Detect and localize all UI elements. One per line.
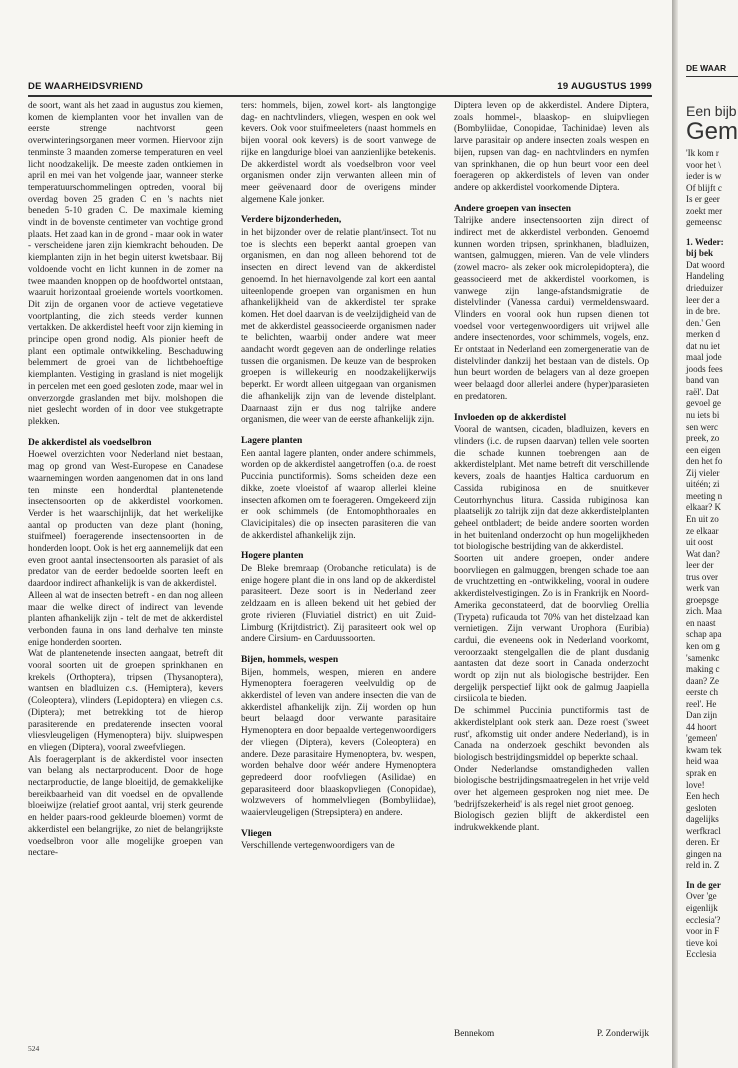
adjacent-header-rule [686,76,738,77]
header-rule [28,95,652,97]
paragraph: Wat de plantenetende insecten aangaat, betreft dit vooral soorten uit de groepen sprinkhanen en krekels (Orthoptera), tripsen (Thysanoptera), wantsen en bladluizen c.s. (Hemiptera), kevers (Coleoptera), vlinders (Lepidoptera) en vliegen c.s. (Diptera); met betrekking tot de hierop parasiterende en predaterende insecten vooral vliesvleugeligen (Hymenoptera) bijv. sluipwespen en vliegen (Diptera), vooral zweefvliegen. [28,649,223,753]
text-line: tieve koi [686,937,718,948]
paragraph: Biologisch gezien blijft de akkerdistel een indrukwekkende plant. [454,811,649,834]
text-line: band van [686,375,720,386]
paragraph: Talrijke andere insectensoorten zijn direct of indirect met de akkerdistel verbonden. Genoemd kunnen worden tripsen, sprinkhanen, bladluizen, wantsen, galmuggen, mieren. Van de vele vlinders (zowel macro- als zeker ook microlepidoptera), die geassocieerd met de akkerdistel voorkomen, is vanwege zijn lange-afstandsmigratie de distelvlinder (Vanessa cardui) vermeldenswaard. Vlinders en vooral ook hun rupsen dienen tot voedsel voor vertegenwoordigers uit vrijwel alle andere insectenordes, voor schimmels, vogels, enz. Er ontstaat in Nederland een zomergeneratie van de distelvlinder dankzij het bestaan van de distels. Op hun beurt worden de belagers van al deze groepen weer belaagd door allerlei andere (hyper)parasieten en predatoren. [454,216,649,402]
text-line: kwam tek [686,744,722,755]
text-line: den het fo [686,456,723,467]
text-line: In de ger [686,879,721,890]
paragraph: Onder Nederlandse omstandigheden vallen biologische bestrijdingsmaatregelen in het vrije veld over het algemeen gesproken nog niet mee. De 'bedrijfszekerheid' is als regel niet groot genoeg. [454,764,649,810]
paragraph: Vooral de wantsen, cicaden, bladluizen, kevers en vlinders (i.c. de rupsen daarvan) tellen vele soorten die schade kunnen toebrengen aan de akkerdistelplant. Met name betreft dit verschillende kevers, zoals de haantjes Haltica carduorum en Cassida rubiginosa en de snuitkever Ceutorrhynchus litura. Cassida rubiginosa kan plaatselijk zo talrijk zijn dat deze akkerdistelplanten geheel ontbladert; de beide andere soorten worden in het buitenland onderzocht op hun mogelijkheden tot biologische bestrijding van de akkerdistel. [454,425,649,553]
line-gap [686,229,738,237]
section-heading: Hogere planten [241,551,304,562]
text-line: uit oost [686,537,714,548]
text-line: reld in. Z [686,860,720,871]
text-line: Wat dan? [686,548,720,559]
paragraph: De Bleke bremraap (Orobanche reticulata) is de enige hogere plant die in ons land op de akkerdistel parasiteert. Deze soort is in Nederland zeer zeldzaam en is alleen bekend uit het gebied der grote rivieren (Fluviatiel district) en uit Zuid-Limburg (Krijtdistrict). Zij parasiteert ook wel op andere Cirsium- en Carduussoorten. [241,564,436,645]
text-line: dagelijks [686,814,719,825]
text-line: Dan zijn [686,710,718,721]
paragraph: ters: hommels, bijen, zowel kort- als langtongige dag- en nachtvlinders, vliegen, wespen en ook wel kevers. Ook voor stuifmeeleters (naast hommels en bijen vooral ook kevers) is de soort vanwege de rijke en langdurige bloei van aanzienlijke betekenis. De akkerdistel wordt als voedselbron voor veel organismen onder zijn verwanten alleen min of meer geëvenaard door de overigens minder algemene Kale jonker. [241,101,436,205]
text-line: eerste ch [686,687,719,698]
text-line: bij bek [686,248,714,259]
page-header [28,81,652,95]
text-line: Over 'ge [686,891,717,902]
text-line: Zij vieler [686,467,720,478]
text-line: eigenlijk [686,903,718,913]
text-line: Of blijft c [686,182,722,193]
text-line: 'samenkc [686,652,720,663]
text-line: trus over [686,571,719,582]
text-line: ieder is w [686,171,722,182]
text-line: den.' Gen [686,317,721,328]
paragraph: Bijen, hommels, wespen, mieren en andere Hymenoptera foerageren veelvuldig op de akkerdistel of leven van andere insecten die van de akkerdistel afhankelijk zijn. Zij worden op hun beurt belaagd door verwante parasitaire Hymenoptera en door bepaalde vertegenwoordigers der vliegen (Diptera), kevers (Coleoptera) en andere. Deze parasitaire Hymenoptera, bv. wespen, worden behalve door wéér andere Hymenoptera gepredeerd door roofvliegen (Asilidae) en geparasiteerd door blaaskopvliegen (Conopidae), wolzwevers of hommelvliegen (Bombyliidae), waaiervleugeligen (Strepsiptera) en andere. [241,667,436,819]
text-line: werk van [686,583,720,594]
text-line: 44 hoort [686,721,717,732]
adjacent-page [678,0,738,1068]
adjacent-page-header: DE WAAR [686,63,727,73]
adjacent-article-title: Gem [686,118,738,145]
section-heading: Vliegen [241,828,272,839]
text-line: heid waa [686,756,719,767]
line-gap [686,872,738,880]
publication-date: 19 AUGUSTUS 1999 [557,81,652,92]
text-line: gemeensc [686,217,722,228]
text-line: voor in F [686,926,720,937]
article-column-3 [454,101,649,1016]
text-line: En uit zo [686,513,719,524]
text-line: in de bre. [686,306,721,317]
text-line: reel'. He [686,698,717,709]
paragraph: Soorten uit andere groepen, onder andere boorvliegen en galmuggen, brengen schade toe aan de vruchtzetting en -ontwikkeling, vooral in oudere akkerdistelvestigingen. Zo is in Frankrijk en Noord-Amerika geconstateerd, dat de boorvlieg Orellia (Trypeta) ruficauda tot 70% van het distelzaad kan vernietigen. Zijn verwant Urophora (Euribia) cardui, die eveneens ook in Nederland voorkomt, veroorzaakt stengelgallen die de plant dusdanig aantasten dat deze soort in Canada onderzocht wordt op zijn nut als biologische bestrijder. Een dergelijk perspectief lijkt ook de galmug Jaapiella cirsiicola te bieden. [454,554,649,705]
page-number: 524 [28,1044,40,1053]
paragraph: De schimmel Puccinia punctiformis tast de akkerdistelplant ook sterk aan. Deze roest ('sweet rust', afkomstig uit onder andere Nederland), is in Canada na onderzoek geschikt bevonden als biologisch bestrijdingsmiddel op beperkte schaal. [454,706,649,763]
text-line: Handeling [686,271,724,282]
text-line: love! [686,779,705,790]
article-column-2 [241,101,436,1016]
text-line: voor het \ [686,159,721,170]
paragraph: Diptera leven op de akkerdistel. Andere Diptera, zoals hommel-, blaaskop- en sluipvliegen (Bombyliidae, Conopidae, Tachinidae) leven als larve parasitair op andere insecten zoals wespen en bijen, rupsen van dag- en nachtvlinders en nymfen van sprinkhanen, die op hun beurt voor een deel foerageren op akkerdistels of leven van onder andere op akkerdistel voorkomende Diptera. [454,101,649,193]
text-line: schap apa [686,629,722,640]
paragraph: Alleen al wat de insecten betreft - en dan nog alleen maar die welke direct of indirect van levende planten afhankelijk zijn - telt de met de akkerdistel verbonden fauna in ons land derhalve ten minste enige honderden soorten. [28,590,223,648]
paragraph: in het bijzonder over de relatie plant/insect. Tot nu toe is slechts een beperkt aantal groepen van organismen, en dan nog alleen behorend tot de insecten en direct levend van de akkerdistel genoemd. In het hiernavolgende zal kort een aantal uiteenlopende groepen van organismen en hun afhankelijkheid van de akkerdistel ter sprake komen. Het doel daarvan is de veelzijdigheid van de met de akkerdistel geassocieerde organismen nader te belichten, waarbij onder andere wat meer aandacht wordt gegeven aan de onderlinge relaties tussen die organismen. De keuze van de besproken groepen is willekeurig en noodzakelijkerwijs beperkt. Er wordt alleen uitgegaan van organismen die afhankelijk zijn van de levende distelplant. Daarnaast zijn er dus nog talrijke andere organismen, die weer van de eerste afhankelijk zijn. [241,228,436,426]
text-line: meeting n [686,490,723,501]
text-line: ze elkaar [686,525,719,536]
text-line: gevoel ge [686,398,722,409]
text-line: leer der [686,560,714,571]
text-line: een eigen [686,444,721,455]
text-line: raël'. Dat [686,386,719,397]
article-signature [454,1029,649,1041]
paragraph: Verschillende vertegenwoordigers van de [241,841,395,852]
text-line: dat nu iet [686,340,720,351]
text-line: werfkracl [686,825,721,836]
text-line: preek, zo [686,433,720,444]
text-line: groepsge [686,594,719,605]
signature-author: P. Zonderwijk [596,1029,649,1039]
text-line: 'gemeen' [686,733,718,744]
signature-place: Bennekom [454,1029,495,1039]
text-line: gingen na [686,848,722,859]
text-line: ecclesia'? [686,914,721,925]
text-line: en naast [686,617,716,628]
text-line: maal jode [686,352,722,363]
text-line: 'Ik kom r [686,148,719,158]
adjacent-article-kicker: Een bijb [686,103,737,119]
publication-name: DE WAARHEIDSVRIEND [28,81,144,92]
text-line: elkaar? K [686,502,722,513]
text-line: zich. Maa [686,606,722,617]
section-heading: Invloeden op de akkerdistel [454,412,567,423]
text-line: uitéén; zi [686,479,720,490]
text-line: joods fees [686,363,723,374]
section-heading: De akkerdistel als voedselbron [28,437,152,448]
adjacent-article-text [686,148,738,961]
section-heading: Lagere planten [241,435,303,446]
section-heading: Bijen, hommels, wespen [241,654,339,665]
article-column-1 [28,101,223,1016]
paragraph: Hoewel overzichten voor Nederland niet bestaan, mag op grond van West-Europese en Canadese waarnemingen worden aangenomen dat in ons land ten minste een honderdtal plantenetende insectensoorten op de akkerdistel voorkomen. Verder is het waarschijnlijk, dat het werkelijke aantal op producten van deze plant (honing, stuifmeel) foeragerende insectensoorten in de honderden loopt. Ook is het erg aannemelijk dat een even groot aantal insectensoorten als parasiet of als predator van de eerder bedoelde soorten leeft en daardoor indirect afhankelijk is van de akkerdistel. [28,450,223,590]
text-line: Dat woord [686,259,725,270]
text-line: making c [686,664,720,675]
paragraph: Als foeragerplant is de akkerdistel voor insecten van belang als nectarproducent. Door de hoge nectarproductie, de lange bloeitijd, de gemakkelijke bereikbaarheid van dit voedsel en de opvallende bloeiwijze (relatief groot aantal, vrij sterk geurende en helder paars-rood gekleurde bloemen) vormt de akkerdistel een belangrijke, zo niet de belangrijkste voedselbron voor alle mogelijke groepen van nectare- [28,754,223,859]
section-heading: Verdere bijzonderheden, [241,215,342,226]
text-line: nu iets bi [686,410,720,421]
paragraph: de soort, want als het zaad in augustus zou kiemen, komen de kiemplanten voor het invallen van de eerste strenge nachtvorst geen overwinteringsorganen meer vormen. Hiervoor zijn tenminste 3 maanden zomerse temperaturen en veel licht noodzakelijk. De meeste zaden ontkiemen in april en mei van het volgende jaar, wanneer sterke temperatuurschommelingen optreden, vooral bij overdag boven 25 graden C en 's nachts niet beneden 5-10 graden C. De maximale kieming vindt in de bovenste centimeter van vochtige grond plaats. Het zaad kan in de grond - maar ook in water - verscheidene jaren zijn kiemkracht behouden. De kiemplanten zijn in het begin uiterst kwetsbaar. Bij voldoende vocht en licht kunnen in de zomer na twee maanden knoppen op de hoofdwortel ontstaan, waaruit horizontaal groeiende wortels voortkomen. Dit zijn de organen voor de actieve vegetatieve voortplanting, die zich steeds verder kunnen vertakken. De akkerdistel heeft voor zijn kieming in principe open grond nodig. Als pionier heeft de plant een optimale ontwikkeling. Beschaduwing belemmert de groei van de lichtbehoeftige kiemplanten. Vestiging in grasland is niet mogelijk in percelen met een goed gesloten zode, maar wel in onverzorgde graslanden met bijv. molshopen die niet geslecht worden of in door vee stukgetrapte plekken. [28,101,223,427]
text-line: zoekt mer [686,205,723,216]
section-heading: Andere groepen van insecten [454,203,572,214]
text-line: deren. Er [686,837,720,848]
text-line: sen werc [686,421,719,432]
text-line: merken d [686,329,721,340]
text-line: drieduizer [686,283,723,294]
text-line: Is er geer [686,194,720,205]
text-line: ken om g [686,640,720,651]
text-line: leer der a [686,294,720,305]
text-line: sprak en [686,767,717,778]
text-line: daan? Ze [686,675,720,686]
text-line: Een hech [686,791,720,802]
text-line: gesloten [686,802,717,813]
text-line: Ecclesia [686,949,717,960]
text-line: 1. Weder: [686,236,724,247]
paragraph: Een aantal lagere planten, onder andere schimmels, worden op de akkerdistel aangetroffen (o.a. de roest Puccinia punctiformis). Soms scheiden deze een dikke, zoete vloeistof af waarop allerlei kleine insecten afkomen om te foerageren. Omgekeerd zijn er ook schimmels (de Entomophthoraales en Clavicipitales) die op insecten parasiteren die van de akkerdistel afhankelijk zijn. [241,448,436,541]
